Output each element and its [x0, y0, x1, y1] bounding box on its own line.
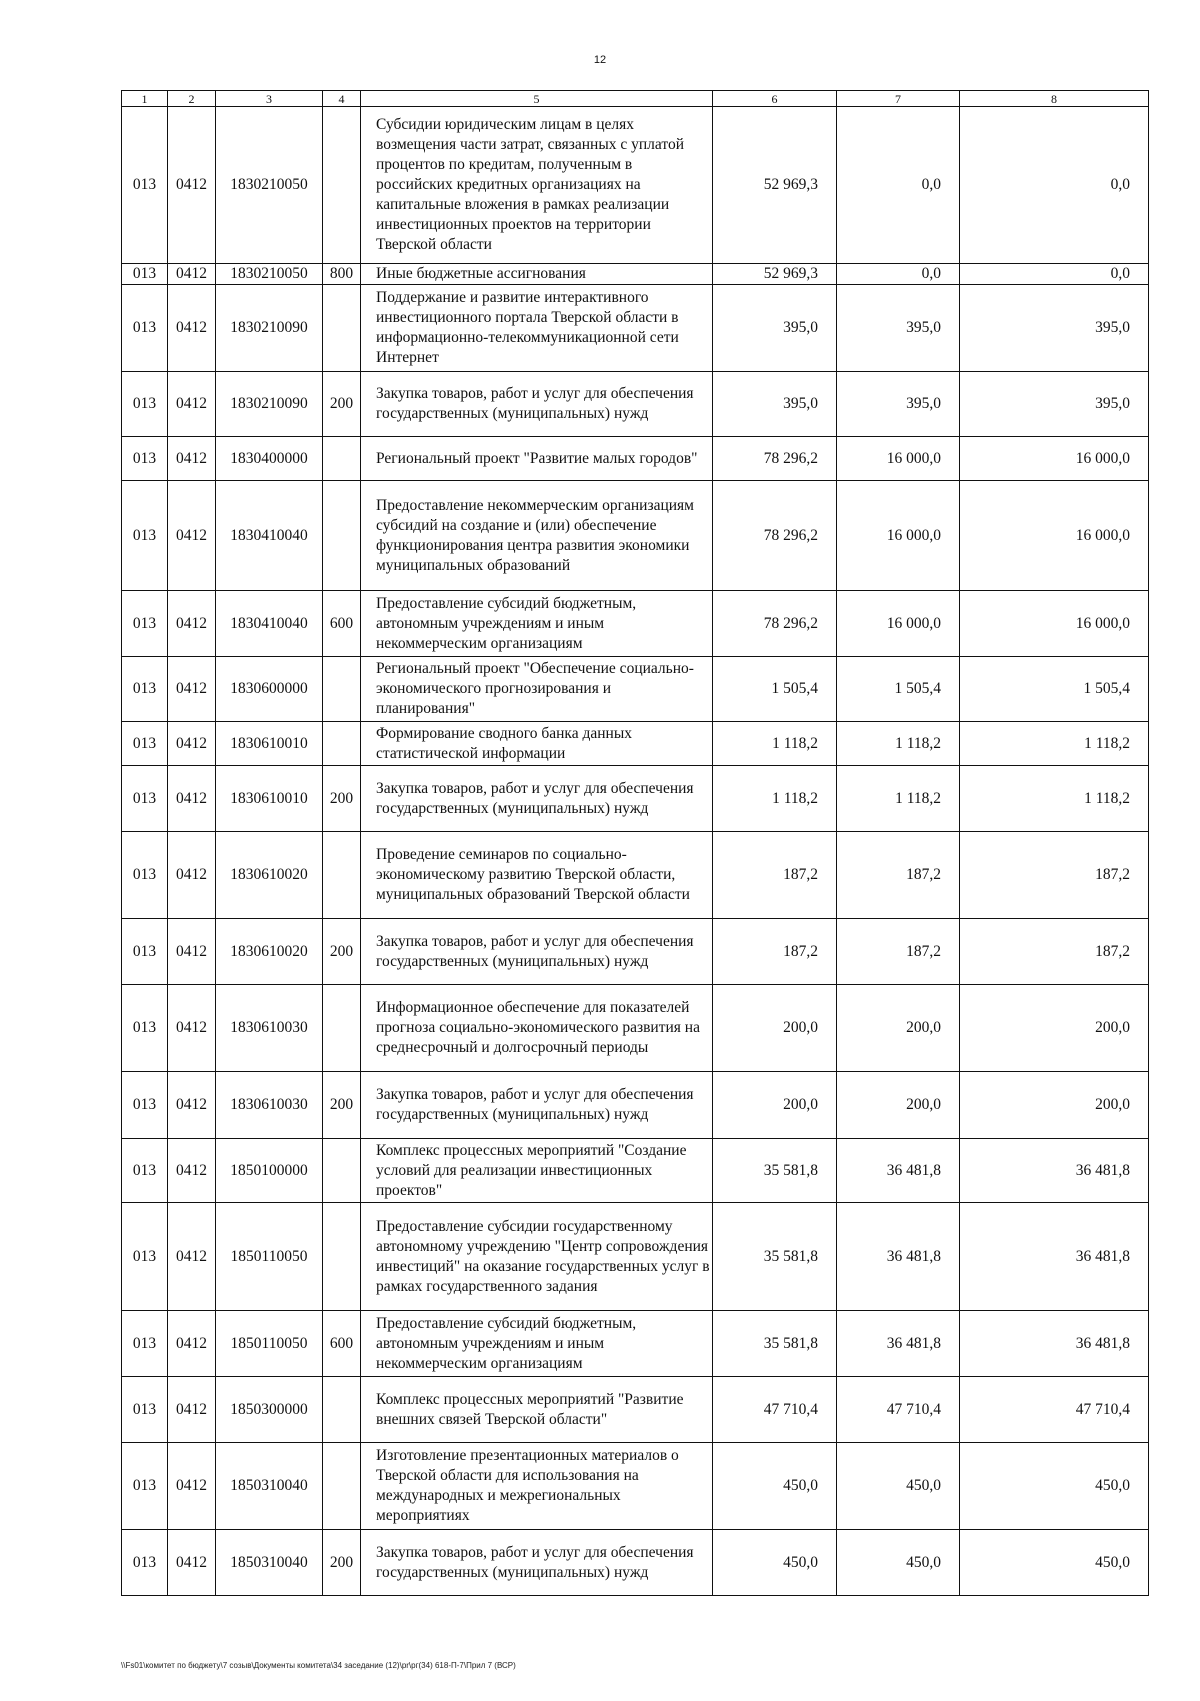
section-code: 0412	[168, 1530, 216, 1596]
description: Предоставление субсидий бюджетным, автономным учреждениям и иным некоммерческим организациям	[361, 591, 713, 657]
expense-type	[323, 1139, 361, 1203]
expense-type: 200	[323, 1072, 361, 1139]
table-row	[122, 766, 1149, 832]
description: Региональный проект "Развитие малых городов"	[361, 437, 713, 481]
admin-code: 013	[122, 1072, 168, 1139]
table-row	[122, 1377, 1149, 1443]
table-row	[122, 832, 1149, 919]
expense-type	[323, 722, 361, 766]
description: Закупка товаров, работ и услуг для обеспечения государственных (муниципальных) нужд	[361, 372, 713, 437]
col-header-5: 5	[361, 91, 713, 107]
amount-col8: 36 481,8	[960, 1311, 1149, 1377]
section-code: 0412	[168, 1139, 216, 1203]
section-code: 0412	[168, 107, 216, 264]
description: Проведение семинаров по социально-экономическому развитию Тверской области, муниципальных образований Тверской области	[361, 832, 713, 919]
admin-code: 013	[122, 1139, 168, 1203]
column-number-row	[122, 91, 1149, 107]
footer-file-path: \\Fs01\комитет по бюджету\7 созыв\Документы комитета\34 заседание (12)\pr\рг(34) 618-П-7\Прил 7 (ВСР)	[121, 1661, 516, 1670]
target-code: 1830210050	[216, 107, 323, 264]
description: Субсидии юридическим лицам в целях возмещения части затрат, связанных с уплатой процентов по кредитам, полученным в российских кредитных организациях на капитальные вложения в рамках реализации инвестиционных проектов на территории Тверской области	[361, 107, 713, 264]
table-row	[122, 657, 1149, 722]
amount-col8: 450,0	[960, 1443, 1149, 1530]
description: Региональный проект "Обеспечение социально-экономического прогнозирования и планирования"	[361, 657, 713, 722]
amount-col7: 1 505,4	[837, 657, 960, 722]
col-header-1: 1	[122, 91, 168, 107]
amount-col7: 47 710,4	[837, 1377, 960, 1443]
admin-code: 013	[122, 766, 168, 832]
section-code: 0412	[168, 1203, 216, 1311]
amount-col6: 450,0	[713, 1443, 837, 1530]
table-row	[122, 919, 1149, 985]
target-code: 1830410040	[216, 481, 323, 591]
amount-col6: 35 581,8	[713, 1203, 837, 1311]
amount-col6: 1 118,2	[713, 722, 837, 766]
amount-col7: 450,0	[837, 1530, 960, 1596]
description: Изготовление презентационных материалов о Тверской области для использования на международных и межрегиональных мероприятиях	[361, 1443, 713, 1530]
description: Комплекс процессных мероприятий "Развитие внешних связей Тверской области"	[361, 1377, 713, 1443]
amount-col7: 16 000,0	[837, 437, 960, 481]
amount-col7: 200,0	[837, 985, 960, 1072]
target-code: 1850100000	[216, 1139, 323, 1203]
amount-col8: 395,0	[960, 372, 1149, 437]
section-code: 0412	[168, 372, 216, 437]
table-row	[122, 1443, 1149, 1530]
admin-code: 013	[122, 1377, 168, 1443]
amount-col8: 1 118,2	[960, 766, 1149, 832]
admin-code: 013	[122, 985, 168, 1072]
admin-code: 013	[122, 1203, 168, 1311]
admin-code: 013	[122, 1530, 168, 1596]
expense-type	[323, 107, 361, 264]
expense-type	[323, 285, 361, 372]
amount-col6: 78 296,2	[713, 437, 837, 481]
admin-code: 013	[122, 832, 168, 919]
section-code: 0412	[168, 722, 216, 766]
amount-col7: 36 481,8	[837, 1203, 960, 1311]
expense-type	[323, 657, 361, 722]
section-code: 0412	[168, 919, 216, 985]
description: Информационное обеспечение для показателей прогноза социально-экономического развития на среднесрочный и долгосрочный периоды	[361, 985, 713, 1072]
description: Поддержание и развитие интерактивного инвестиционного портала Тверской области в информационно-телекоммуникационной сети Интернет	[361, 285, 713, 372]
table-row	[122, 264, 1149, 285]
table-row	[122, 481, 1149, 591]
amount-col6: 187,2	[713, 832, 837, 919]
description: Предоставление некоммерческим организациям субсидий на создание и (или) обеспечение функционирования центра развития экономики муниципальных образований	[361, 481, 713, 591]
amount-col6: 395,0	[713, 372, 837, 437]
amount-col8: 200,0	[960, 1072, 1149, 1139]
target-code: 1830610030	[216, 1072, 323, 1139]
expense-type: 200	[323, 372, 361, 437]
admin-code: 013	[122, 372, 168, 437]
amount-col6: 200,0	[713, 985, 837, 1072]
section-code: 0412	[168, 657, 216, 722]
amount-col6: 47 710,4	[713, 1377, 837, 1443]
admin-code: 013	[122, 722, 168, 766]
section-code: 0412	[168, 437, 216, 481]
table-row	[122, 437, 1149, 481]
target-code: 1850300000	[216, 1377, 323, 1443]
budget-table	[121, 90, 1149, 1596]
amount-col6: 78 296,2	[713, 481, 837, 591]
col-header-2: 2	[168, 91, 216, 107]
description: Иные бюджетные ассигнования	[361, 264, 713, 285]
amount-col6: 52 969,3	[713, 264, 837, 285]
col-header-3: 3	[216, 91, 323, 107]
amount-col6: 52 969,3	[713, 107, 837, 264]
col-header-8: 8	[960, 91, 1149, 107]
table-row	[122, 107, 1149, 264]
amount-col7: 395,0	[837, 285, 960, 372]
admin-code: 013	[122, 437, 168, 481]
expense-type	[323, 1203, 361, 1311]
section-code: 0412	[168, 1377, 216, 1443]
expense-type: 600	[323, 591, 361, 657]
section-code: 0412	[168, 481, 216, 591]
amount-col7: 187,2	[837, 919, 960, 985]
target-code: 1830610010	[216, 722, 323, 766]
target-code: 1830210090	[216, 372, 323, 437]
target-code: 1830610020	[216, 832, 323, 919]
target-code: 1850110050	[216, 1311, 323, 1377]
target-code: 1830610010	[216, 766, 323, 832]
amount-col8: 0,0	[960, 264, 1149, 285]
amount-col7: 200,0	[837, 1072, 960, 1139]
amount-col6: 1 118,2	[713, 766, 837, 832]
amount-col7: 16 000,0	[837, 481, 960, 591]
admin-code: 013	[122, 1443, 168, 1530]
amount-col6: 35 581,8	[713, 1311, 837, 1377]
target-code: 1850110050	[216, 1203, 323, 1311]
table-row	[122, 372, 1149, 437]
amount-col7: 0,0	[837, 264, 960, 285]
amount-col8: 16 000,0	[960, 591, 1149, 657]
amount-col8: 1 118,2	[960, 722, 1149, 766]
amount-col7: 36 481,8	[837, 1311, 960, 1377]
table-row	[122, 1139, 1149, 1203]
expense-type: 200	[323, 919, 361, 985]
table-row	[122, 1072, 1149, 1139]
amount-col6: 450,0	[713, 1530, 837, 1596]
amount-col7: 1 118,2	[837, 766, 960, 832]
target-code: 1830400000	[216, 437, 323, 481]
amount-col8: 36 481,8	[960, 1139, 1149, 1203]
amount-col8: 1 505,4	[960, 657, 1149, 722]
description: Закупка товаров, работ и услуг для обеспечения государственных (муниципальных) нужд	[361, 1072, 713, 1139]
table-row	[122, 285, 1149, 372]
col-header-6: 6	[713, 91, 837, 107]
admin-code: 013	[122, 1311, 168, 1377]
amount-col8: 187,2	[960, 832, 1149, 919]
table-row	[122, 1311, 1149, 1377]
description: Предоставление субсидии государственному автономному учреждению "Центр сопровождения инвестиций" на оказание государственных услуг в рамках государственного задания	[361, 1203, 713, 1311]
section-code: 0412	[168, 1311, 216, 1377]
amount-col8: 187,2	[960, 919, 1149, 985]
amount-col6: 78 296,2	[713, 591, 837, 657]
table-row	[122, 591, 1149, 657]
target-code: 1850310040	[216, 1530, 323, 1596]
expense-type	[323, 481, 361, 591]
amount-col6: 1 505,4	[713, 657, 837, 722]
description: Закупка товаров, работ и услуг для обеспечения государственных (муниципальных) нужд	[361, 919, 713, 985]
section-code: 0412	[168, 832, 216, 919]
section-code: 0412	[168, 766, 216, 832]
description: Формирование сводного банка данных статистической информации	[361, 722, 713, 766]
amount-col6: 187,2	[713, 919, 837, 985]
section-code: 0412	[168, 1072, 216, 1139]
col-header-7: 7	[837, 91, 960, 107]
amount-col8: 200,0	[960, 985, 1149, 1072]
expense-type	[323, 832, 361, 919]
expense-type	[323, 985, 361, 1072]
table-row	[122, 1530, 1149, 1596]
col-header-4: 4	[323, 91, 361, 107]
amount-col6: 200,0	[713, 1072, 837, 1139]
amount-col7: 395,0	[837, 372, 960, 437]
amount-col7: 36 481,8	[837, 1139, 960, 1203]
target-code: 1830600000	[216, 657, 323, 722]
target-code: 1850310040	[216, 1443, 323, 1530]
target-code: 1830210050	[216, 264, 323, 285]
amount-col6: 395,0	[713, 285, 837, 372]
amount-col6: 35 581,8	[713, 1139, 837, 1203]
target-code: 1830610020	[216, 919, 323, 985]
expense-type	[323, 1443, 361, 1530]
amount-col8: 16 000,0	[960, 437, 1149, 481]
expense-type: 600	[323, 1311, 361, 1377]
target-code: 1830210090	[216, 285, 323, 372]
table-row	[122, 985, 1149, 1072]
expense-type: 800	[323, 264, 361, 285]
table-row	[122, 722, 1149, 766]
target-code: 1830410040	[216, 591, 323, 657]
section-code: 0412	[168, 285, 216, 372]
expense-type	[323, 437, 361, 481]
page-number: 12	[593, 54, 607, 66]
expense-type: 200	[323, 766, 361, 832]
admin-code: 013	[122, 285, 168, 372]
amount-col8: 0,0	[960, 107, 1149, 264]
amount-col7: 1 118,2	[837, 722, 960, 766]
table-row	[122, 1203, 1149, 1311]
amount-col7: 16 000,0	[837, 591, 960, 657]
section-code: 0412	[168, 985, 216, 1072]
amount-col8: 450,0	[960, 1530, 1149, 1596]
expense-type	[323, 1377, 361, 1443]
description: Предоставление субсидий бюджетным, автономным учреждениям и иным некоммерческим организациям	[361, 1311, 713, 1377]
admin-code: 013	[122, 264, 168, 285]
expense-type: 200	[323, 1530, 361, 1596]
amount-col8: 47 710,4	[960, 1377, 1149, 1443]
target-code: 1830610030	[216, 985, 323, 1072]
section-code: 0412	[168, 264, 216, 285]
description: Закупка товаров, работ и услуг для обеспечения государственных (муниципальных) нужд	[361, 766, 713, 832]
amount-col7: 187,2	[837, 832, 960, 919]
description: Комплекс процессных мероприятий "Создание условий для реализации инвестиционных проектов"	[361, 1139, 713, 1203]
admin-code: 013	[122, 481, 168, 591]
amount-col7: 0,0	[837, 107, 960, 264]
amount-col8: 395,0	[960, 285, 1149, 372]
amount-col8: 36 481,8	[960, 1203, 1149, 1311]
section-code: 0412	[168, 591, 216, 657]
admin-code: 013	[122, 657, 168, 722]
admin-code: 013	[122, 107, 168, 264]
amount-col7: 450,0	[837, 1443, 960, 1530]
amount-col8: 16 000,0	[960, 481, 1149, 591]
section-code: 0412	[168, 1443, 216, 1530]
admin-code: 013	[122, 591, 168, 657]
description: Закупка товаров, работ и услуг для обеспечения государственных (муниципальных) нужд	[361, 1530, 713, 1596]
admin-code: 013	[122, 919, 168, 985]
